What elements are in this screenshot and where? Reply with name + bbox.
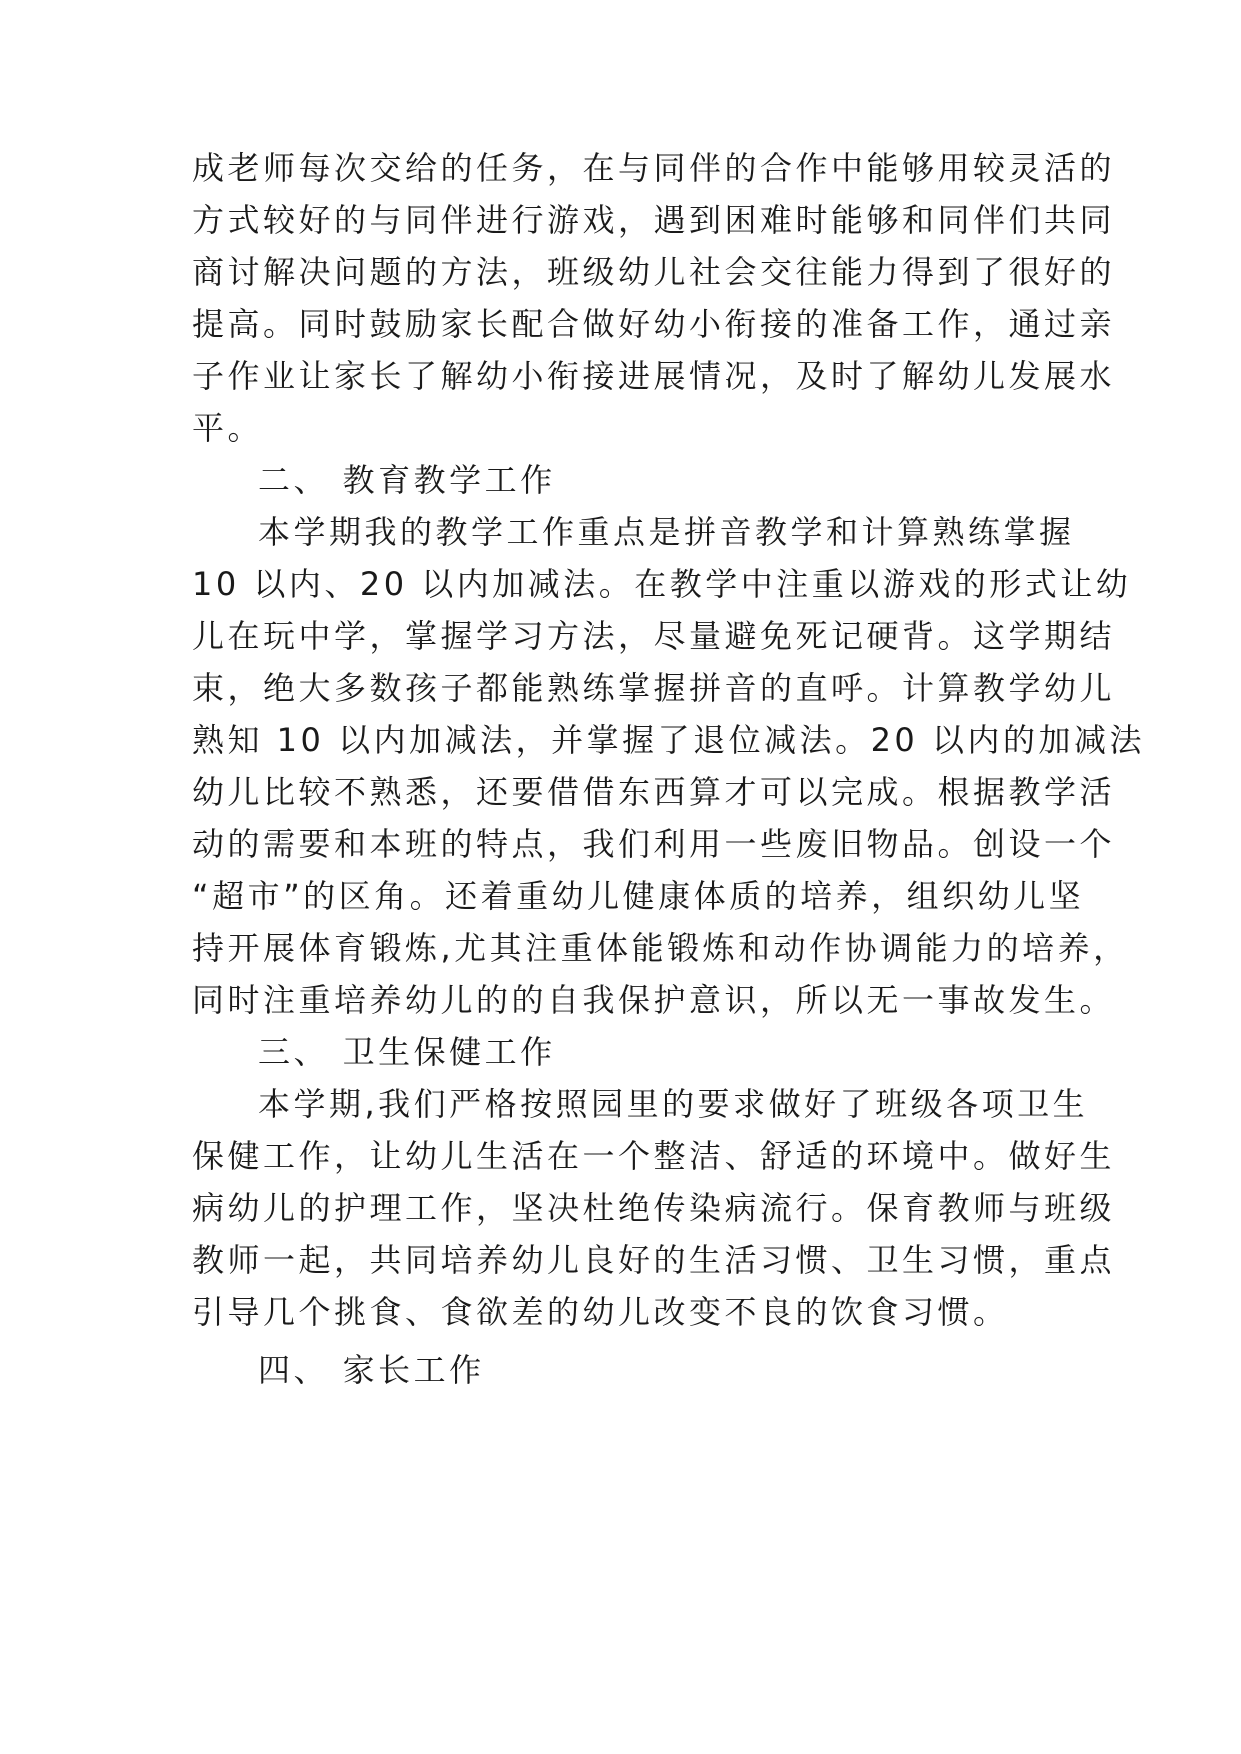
- section-heading-health: 三、 卫生保健工作: [258, 1033, 556, 1071]
- section-heading-education: 二、 教育教学工作: [258, 461, 556, 499]
- paragraph-line: 方式较好的与同伴进行游戏，遇到困难时能够和同伴们共同: [192, 201, 1116, 239]
- paragraph-line: 持开展体育锻炼,尤其注重体能锻炼和动作协调能力的培养，: [192, 929, 1129, 967]
- paragraph-line: 子作业让家长了解幼小衔接进展情况，及时了解幼儿发展水: [192, 357, 1116, 395]
- paragraph-line: “超市”的区角。还着重幼儿健康体质的培养，组织幼儿坚: [192, 877, 1085, 915]
- paragraph-line: 束，绝大多数孩子都能熟练掌握拼音的直呼。计算教学幼儿: [192, 669, 1116, 707]
- paragraph-line: 教师一起，共同培养幼儿良好的生活习惯、卫生习惯，重点: [192, 1241, 1116, 1279]
- paragraph-line: 儿在玩中学，掌握学习方法，尽量避免死记硬背。这学期结: [192, 617, 1116, 655]
- paragraph-line: 商讨解决问题的方法，班级幼儿社会交往能力得到了很好的: [192, 253, 1116, 291]
- paragraph-line: 动的需要和本班的特点，我们利用一些废旧物品。创设一个: [192, 825, 1116, 863]
- paragraph-line: 熟知 10 以内加减法，并掌握了退位减法。20 以内的加减法: [192, 721, 1145, 759]
- paragraph-line: 平。: [192, 409, 264, 447]
- paragraph-line: 同时注重培养幼儿的的自我保护意识，所以无一事故发生。: [192, 981, 1116, 1019]
- paragraph-line: 幼儿比较不熟悉，还要借借东西算才可以完成。根据教学活: [192, 773, 1116, 811]
- paragraph-line: 本学期我的教学工作重点是拼音教学和计算熟练掌握: [258, 513, 1075, 551]
- paragraph-line: 成老师每次交给的任务，在与同伴的合作中能够用较灵活的: [192, 149, 1116, 187]
- paragraph-line: 本学期,我们严格按照园里的要求做好了班级各项卫生: [258, 1085, 1089, 1123]
- paragraph-line: 引导几个挑食、食欲差的幼儿改变不良的饮食习惯。: [192, 1293, 1009, 1331]
- paragraph-line: 提高。同时鼓励家长配合做好幼小衔接的准备工作，通过亲: [192, 305, 1116, 343]
- paragraph-line: 保健工作，让幼儿生活在一个整洁、舒适的环境中。做好生: [192, 1137, 1116, 1175]
- paragraph-line: 病幼儿的护理工作，坚决杜绝传染病流行。保育教师与班级: [192, 1189, 1116, 1227]
- paragraph-line: 10 以内、20 以内加减法。在教学中注重以游戏的形式让幼: [192, 565, 1132, 603]
- section-heading-parents: 四、 家长工作: [258, 1351, 485, 1389]
